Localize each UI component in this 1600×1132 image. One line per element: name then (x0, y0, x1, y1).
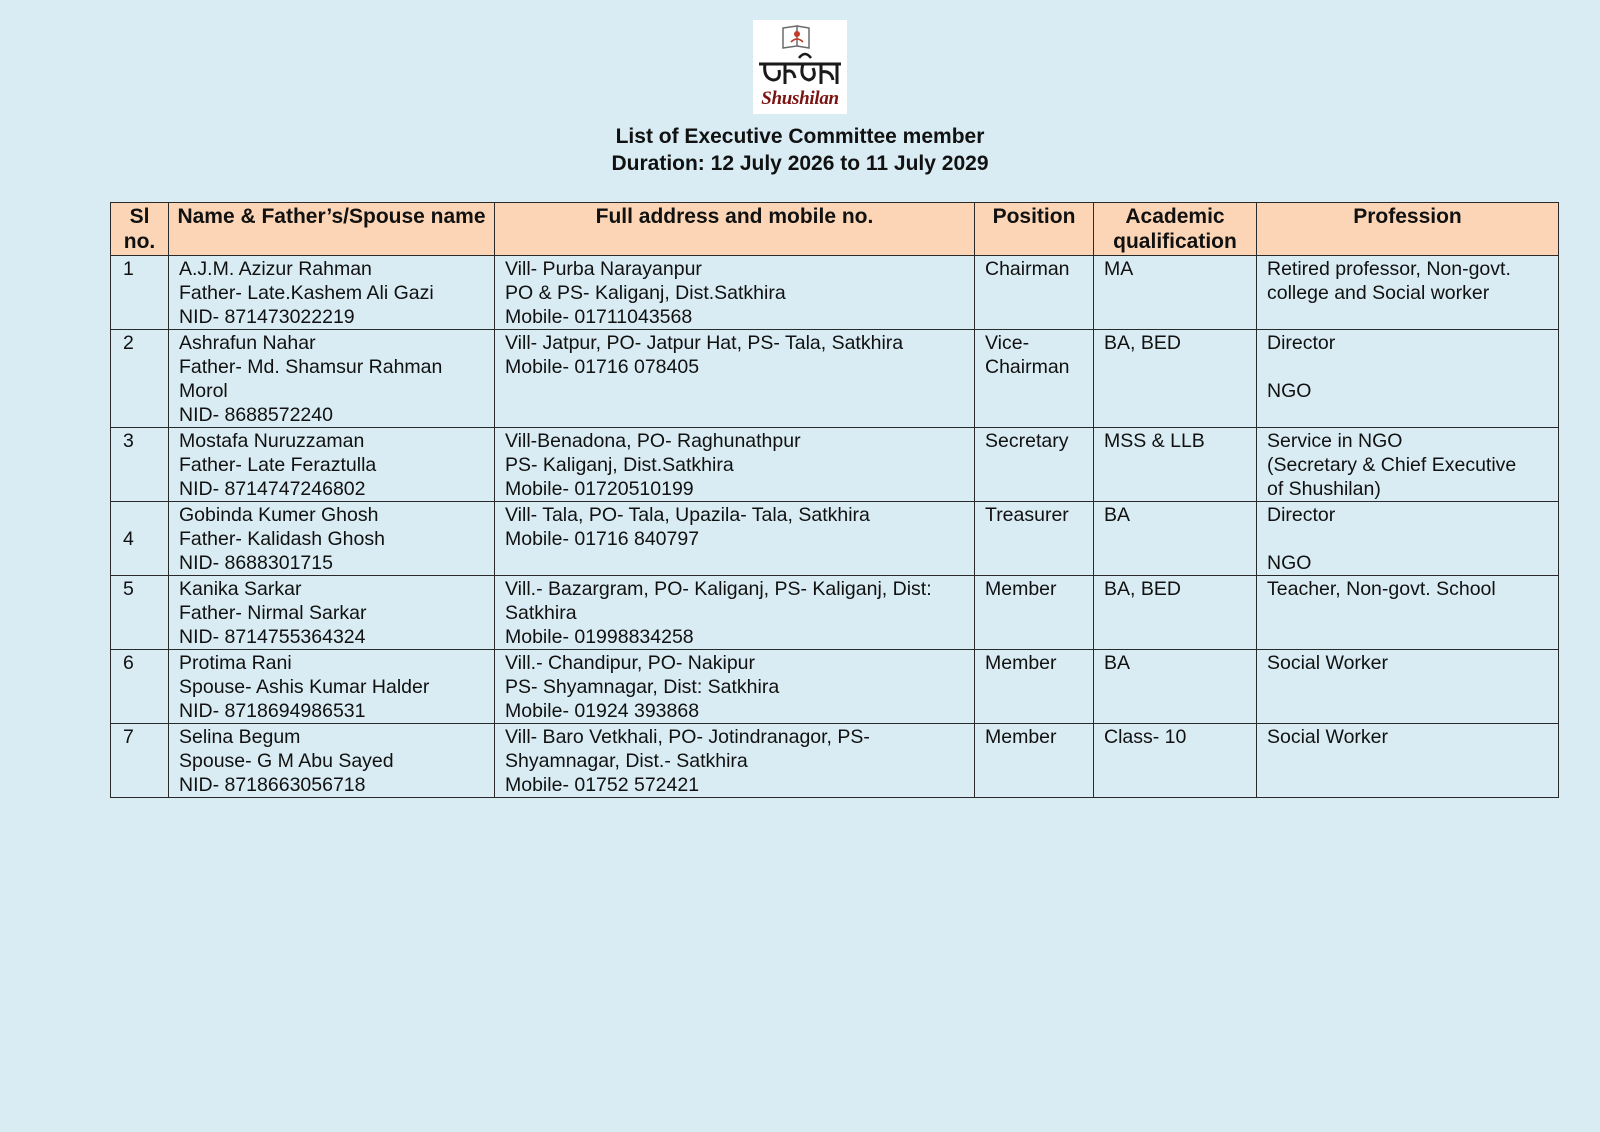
cell-qualification (1094, 428, 1257, 502)
sl-number: 1 (123, 258, 134, 280)
cell-profession (1257, 576, 1559, 650)
table-header-row (111, 203, 1559, 256)
position-text: Member (985, 726, 1057, 748)
cell-qualification (1094, 256, 1257, 330)
shushilan-logo (753, 20, 847, 114)
profession-line: Social Worker (1267, 726, 1389, 748)
cell-profession (1257, 724, 1559, 798)
address-line: Vill.- Bazargram, PO- Kaliganj, PS- Kaliganj, Dist: (505, 578, 932, 600)
cell-address (495, 428, 975, 502)
qualification-text: MSS & LLB (1104, 430, 1205, 452)
position-line: Vice- (985, 332, 1030, 354)
column-header-address: Full address and mobile no. (495, 203, 975, 256)
position-text: Secretary (985, 430, 1069, 452)
duration-text: Duration: 12 July 2026 to 11 July 2029 (611, 152, 989, 175)
address-line: Mobile- 01711043568 (505, 306, 693, 328)
name-line: Spouse- Ashis Kumar Halder (179, 676, 430, 698)
cell-name (169, 330, 495, 428)
qualification-text: BA, BED (1104, 578, 1181, 600)
name-line: Selina Begum (179, 726, 301, 748)
cell-name (169, 428, 495, 502)
position-text: Member (985, 652, 1057, 674)
address-line: Vill- Tala, PO- Tala, Upazila- Tala, Satkhira (505, 504, 870, 526)
cell-address (495, 330, 975, 428)
position-line: Chairman (985, 356, 1070, 378)
table-row (111, 256, 1559, 330)
cell-qualification (1094, 576, 1257, 650)
cell-position (975, 502, 1094, 576)
address-line: PS- Kaliganj, Dist.Satkhira (505, 454, 734, 476)
sl-number: 3 (123, 430, 134, 452)
cell-address (495, 576, 975, 650)
table-row (111, 330, 1559, 428)
column-header-sl: Sl no. (111, 203, 169, 256)
address-line: Mobile- 01716 078405 (505, 356, 700, 378)
name-line: Father- Late.Kashem Ali Gazi (179, 282, 434, 304)
cell-profession (1257, 330, 1559, 428)
name-line: Protima Rani (179, 652, 292, 674)
cell-address (495, 256, 975, 330)
name-line: Father- Md. Shamsur Rahman (179, 356, 443, 378)
address-line: Vill- Purba Narayanpur (505, 258, 702, 280)
table-row (111, 502, 1559, 576)
profession-line (1267, 527, 1548, 551)
address-line: Shyamnagar, Dist.- Satkhira (505, 750, 748, 772)
name-line: Mostafa Nuruzzaman (179, 430, 365, 452)
cell-name (169, 576, 495, 650)
profession-line: Director (1267, 504, 1336, 526)
name-line: NID- 8714747246802 (179, 478, 366, 500)
profession-line (1267, 355, 1548, 379)
cell-sl-no (111, 330, 169, 428)
cell-qualification (1094, 502, 1257, 576)
profession-line: Service in NGO (1267, 430, 1403, 452)
column-header-name: Name & Father’s/Spouse name (169, 203, 495, 256)
cell-address (495, 650, 975, 724)
address-line: Vill- Jatpur, PO- Jatpur Hat, PS- Tala, Satkhira (505, 332, 904, 354)
cell-sl-no (111, 428, 169, 502)
name-line: Father- Late Feraztulla (179, 454, 377, 476)
name-line: Gobinda Kumer Ghosh (179, 504, 379, 526)
cell-name (169, 650, 495, 724)
cell-qualification (1094, 724, 1257, 798)
name-line: Morol (179, 380, 228, 402)
profession-line: Retired professor, Non-govt. (1267, 258, 1511, 280)
cell-sl-no (111, 502, 169, 576)
cell-position (975, 330, 1094, 428)
table-body (111, 256, 1559, 798)
cell-address (495, 502, 975, 576)
cell-name (169, 502, 495, 576)
column-header-position: Position (975, 203, 1094, 256)
name-line: Kanika Sarkar (179, 578, 302, 600)
address-line: Vill.- Chandipur, PO- Nakipur (505, 652, 755, 674)
address-line: Mobile- 01998834258 (505, 626, 694, 648)
cell-profession (1257, 256, 1559, 330)
name-line: NID- 8688572240 (179, 404, 333, 426)
qualification-text: BA (1104, 652, 1131, 674)
executive-committee-table (110, 202, 1559, 798)
sl-number: 4 (123, 528, 134, 550)
sl-number: 5 (123, 578, 134, 600)
cell-position (975, 576, 1094, 650)
name-line: NID- 8718663056718 (179, 774, 366, 796)
address-line: Vill-Benadona, PO- Raghunathpur (505, 430, 801, 452)
table-row (111, 428, 1559, 502)
profession-line: of Shushilan) (1267, 478, 1381, 500)
qualification-text: BA, BED (1104, 332, 1181, 354)
qualification-text: BA (1104, 504, 1131, 526)
name-line: Father- Nirmal Sarkar (179, 602, 367, 624)
address-line: Mobile- 01752 572421 (505, 774, 700, 796)
position-text: Chairman (985, 258, 1070, 280)
logo-wordmark: Shushilan (761, 88, 839, 109)
name-line: A.J.M. Azizur Rahman (179, 258, 372, 280)
name-line: NID- 871473022219 (179, 306, 355, 328)
qualification-text: Class- 10 (1104, 726, 1187, 748)
qualification-text: MA (1104, 258, 1134, 280)
name-line: NID- 8688301715 (179, 552, 333, 574)
column-header-profession: Profession (1257, 203, 1559, 256)
sl-number: 7 (123, 726, 134, 748)
address-line: Mobile- 01924 393868 (505, 700, 700, 722)
cell-position (975, 256, 1094, 330)
address-line: PO & PS- Kaliganj, Dist.Satkhira (505, 282, 786, 304)
sl-number: 2 (123, 332, 134, 354)
cell-name (169, 724, 495, 798)
page-title: List of Executive Committee member (615, 125, 985, 148)
cell-profession (1257, 650, 1559, 724)
name-line: Spouse- G M Abu Sayed (179, 750, 394, 772)
position-text: Member (985, 578, 1057, 600)
profession-line: Teacher, Non-govt. School (1267, 578, 1496, 600)
name-line: NID- 8714755364324 (179, 626, 366, 648)
cell-name (169, 256, 495, 330)
profession-line: Director (1267, 332, 1336, 354)
profession-line: (Secretary & Chief Executive (1267, 454, 1517, 476)
address-line: PS- Shyamnagar, Dist: Satkhira (505, 676, 780, 698)
cell-position (975, 650, 1094, 724)
address-line: Mobile- 01716 840797 (505, 528, 700, 550)
column-header-qualification: Academic qualification (1094, 203, 1257, 256)
name-line: Father- Kalidash Ghosh (179, 528, 385, 550)
cell-sl-no (111, 576, 169, 650)
address-line: Mobile- 01720510199 (505, 478, 694, 500)
cell-position (975, 428, 1094, 502)
name-line: NID- 8718694986531 (179, 700, 366, 722)
table-row (111, 724, 1559, 798)
cell-profession (1257, 502, 1559, 576)
cell-address (495, 724, 975, 798)
cell-qualification (1094, 650, 1257, 724)
cell-profession (1257, 428, 1559, 502)
cell-position (975, 724, 1094, 798)
profession-line: college and Social worker (1267, 282, 1490, 304)
cell-sl-no (111, 724, 169, 798)
position-text: Treasurer (985, 504, 1069, 526)
cell-sl-no (111, 650, 169, 724)
table-row (111, 650, 1559, 724)
address-line: Vill- Baro Vetkhali, PO- Jotindranagor, PS- (505, 726, 870, 748)
profession-line: NGO (1267, 380, 1312, 402)
cell-qualification (1094, 330, 1257, 428)
profession-line: Social Worker (1267, 652, 1389, 674)
cell-sl-no (111, 256, 169, 330)
name-line: Ashrafun Nahar (179, 332, 316, 354)
table-row (111, 576, 1559, 650)
sl-number: 6 (123, 652, 134, 674)
profession-line: NGO (1267, 552, 1312, 574)
document-header (0, 123, 1600, 177)
address-line: Satkhira (505, 602, 577, 624)
